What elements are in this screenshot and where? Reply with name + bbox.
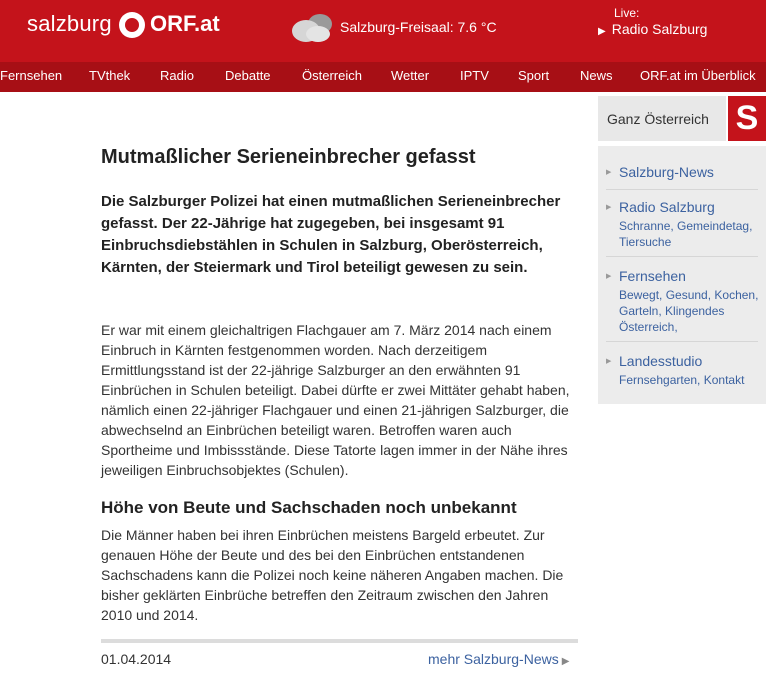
nav-item-news[interactable]: News (580, 68, 613, 83)
orf-logo-text[interactable]: ORF.at (150, 11, 220, 36)
nav-item-fernsehen[interactable]: Fernsehen (0, 68, 63, 83)
orf-logo-icon[interactable] (119, 12, 145, 38)
live-label: Live: (614, 6, 640, 20)
sidebar-item-title[interactable]: Fernsehen (619, 268, 686, 284)
sidebar-item-title[interactable]: Landesstudio (619, 353, 703, 369)
sidebar-item-sublinks[interactable]: Bewegt, Gesund, Kochen, Garteln, Klingendes Österreich, (619, 288, 759, 334)
article-body-paragraph: Er war mit einem gleichaltrigen Flachgauer am 7. März 2014 nach einem Einbruch in Kärnten festgenommen worden. Nach derzeitigem Ermittlungsstand ist der 22-jährige Salzburger an den erwähnten 91 Einbrüchen in Schulen beteiligt. Dabei dürfte er zwei Mittäter gehabt haben, nämlich einen 22-jähriger Flachgauer und einen 21-jährigen Salzburger, die abwechselnd an Einbrüchen beteiligt waren. Betroffen waren auch Sportheime und Imbissstände. Diese Tatorte lagen immer in der Nähe ihres jeweiligen Einbruchsobjektes (Schulen). (101, 322, 570, 478)
salzburg-badge-icon[interactable]: S (728, 96, 766, 141)
nav-item-wetter[interactable]: Wetter (391, 68, 430, 83)
main-nav (0, 62, 766, 92)
bullet-icon: ▶ (606, 169, 612, 176)
more-news-link[interactable] (428, 651, 569, 667)
bullet-icon: ▶ (606, 204, 612, 211)
article-divider (101, 639, 578, 643)
sidebar-item-title[interactable]: Radio Salzburg (619, 199, 715, 215)
article-lead: Die Salzburger Polizei hat einen mutmaßlichen Serieneinbrecher gefasst. Der 22-Jährige hat zugegeben, bei insgesamt 91 Einbruchsdiebstählen in Schulen in Salzburg, Oberösterreich, Kärnten, der Steiermark und Tirol beteiligt gewesen zu sein. (101, 193, 561, 276)
sidebar-item-sublinks[interactable]: Schranne, Gemeindetag, Tiersuche (619, 219, 753, 249)
sidebar-separator (606, 189, 758, 190)
nav-item-iptv[interactable]: IPTV (460, 68, 489, 83)
sidebar-separator (606, 341, 758, 342)
nav-item-sport[interactable]: Sport (518, 68, 550, 83)
chevron-right-icon: ▶ (561, 656, 570, 667)
sidebar-item-title[interactable]: Salzburg-News (619, 164, 714, 180)
bullet-icon: ▶ (606, 273, 612, 280)
article-date: 01.04.2014 (101, 651, 172, 667)
play-icon: ▶ (598, 26, 606, 37)
radio-live-label: Radio Salzburg (611, 21, 708, 37)
ganz-oesterreich-link[interactable]: Ganz Österreich (607, 111, 709, 127)
nav-item-oesterreich[interactable]: Österreich (302, 68, 362, 83)
cloud-icon (290, 10, 336, 44)
radio-live-link[interactable] (598, 21, 707, 37)
site-logo-text[interactable]: salzburg (27, 11, 112, 36)
nav-item-radio[interactable]: Radio (160, 68, 194, 83)
article-headline: Mutmaßlicher Serieneinbrecher gefasst (101, 146, 476, 168)
nav-item-orf-ueberblick[interactable]: ORF.at im Überblick (640, 68, 756, 83)
bullet-icon: ▶ (606, 358, 612, 365)
nav-item-debatte[interactable]: Debatte (225, 68, 271, 83)
weather-readout[interactable]: Salzburg-Freisaal: 7.6 °C (340, 19, 497, 35)
article-body-paragraph-2: Die Männer haben bei ihren Einbrüchen meistens Bargeld erbeutet. Zur genauen Höhe der Beute und des bei den Einbrüchen entstandenen Sachschadens kann die Polizei noch keine näheren Angaben machen. Die bisher geklärten Einbrüche betreffen den Zeitraum zwischen den Jahren 2010 und 2014. (101, 527, 564, 623)
nav-item-tvthek[interactable]: TVthek (89, 68, 131, 83)
more-news-label: mehr Salzburg-News (428, 651, 559, 667)
sidebar-item-sublinks[interactable]: Fernsehgarten, Kontakt (619, 373, 745, 387)
sidebar-separator (606, 256, 758, 257)
article-subheading: Höhe von Beute und Sachschaden noch unbekannt (101, 498, 517, 517)
